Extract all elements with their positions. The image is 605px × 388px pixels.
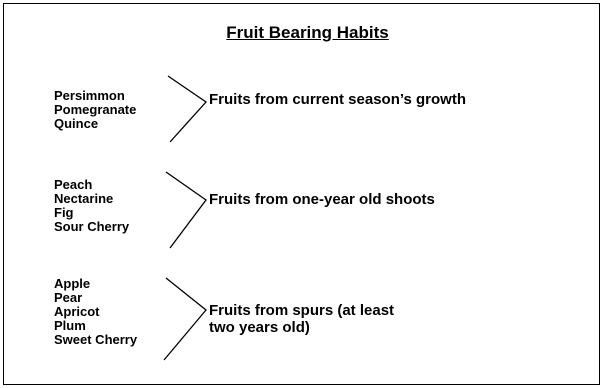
diagram-title: Fruit Bearing Habits	[226, 23, 389, 42]
fruit-item: Plum	[54, 318, 86, 333]
fruit-item: Pear	[54, 290, 83, 305]
habit-label	[209, 91, 466, 108]
fruit-item: Apple	[54, 276, 91, 291]
fruit-item: Apricot	[54, 304, 100, 319]
habit-line: Fruits from current season’s growth	[209, 91, 466, 108]
diagram-frame	[3, 3, 600, 385]
fruit-item: Quince	[54, 116, 99, 131]
right-angle-bracket	[160, 276, 214, 364]
habit-label	[209, 191, 435, 208]
habit-group-current-season	[4, 74, 599, 144]
habit-line: two years old)	[209, 319, 310, 336]
right-angle-bracket	[164, 74, 214, 144]
fruit-item: Sweet Cherry	[54, 332, 138, 347]
habit-group-one-year-shoots	[4, 164, 599, 254]
fruit-item: Fig	[54, 205, 74, 220]
fruit-list	[54, 89, 136, 131]
habit-line: Fruits from one-year old shoots	[209, 191, 435, 208]
fruit-list	[54, 277, 137, 347]
fruit-item: Sour Cherry	[54, 219, 130, 234]
fruit-item: Pomegranate	[54, 102, 137, 117]
fruit-item: Nectarine	[54, 191, 114, 206]
habit-line: Fruits from spurs (at least	[209, 302, 395, 319]
fruit-item: Peach	[54, 177, 93, 192]
habit-label	[209, 302, 394, 336]
right-angle-bracket	[164, 170, 214, 252]
fruit-list	[54, 178, 129, 234]
habit-group-spurs	[4, 274, 599, 374]
fruit-item: Persimmon	[54, 88, 125, 103]
